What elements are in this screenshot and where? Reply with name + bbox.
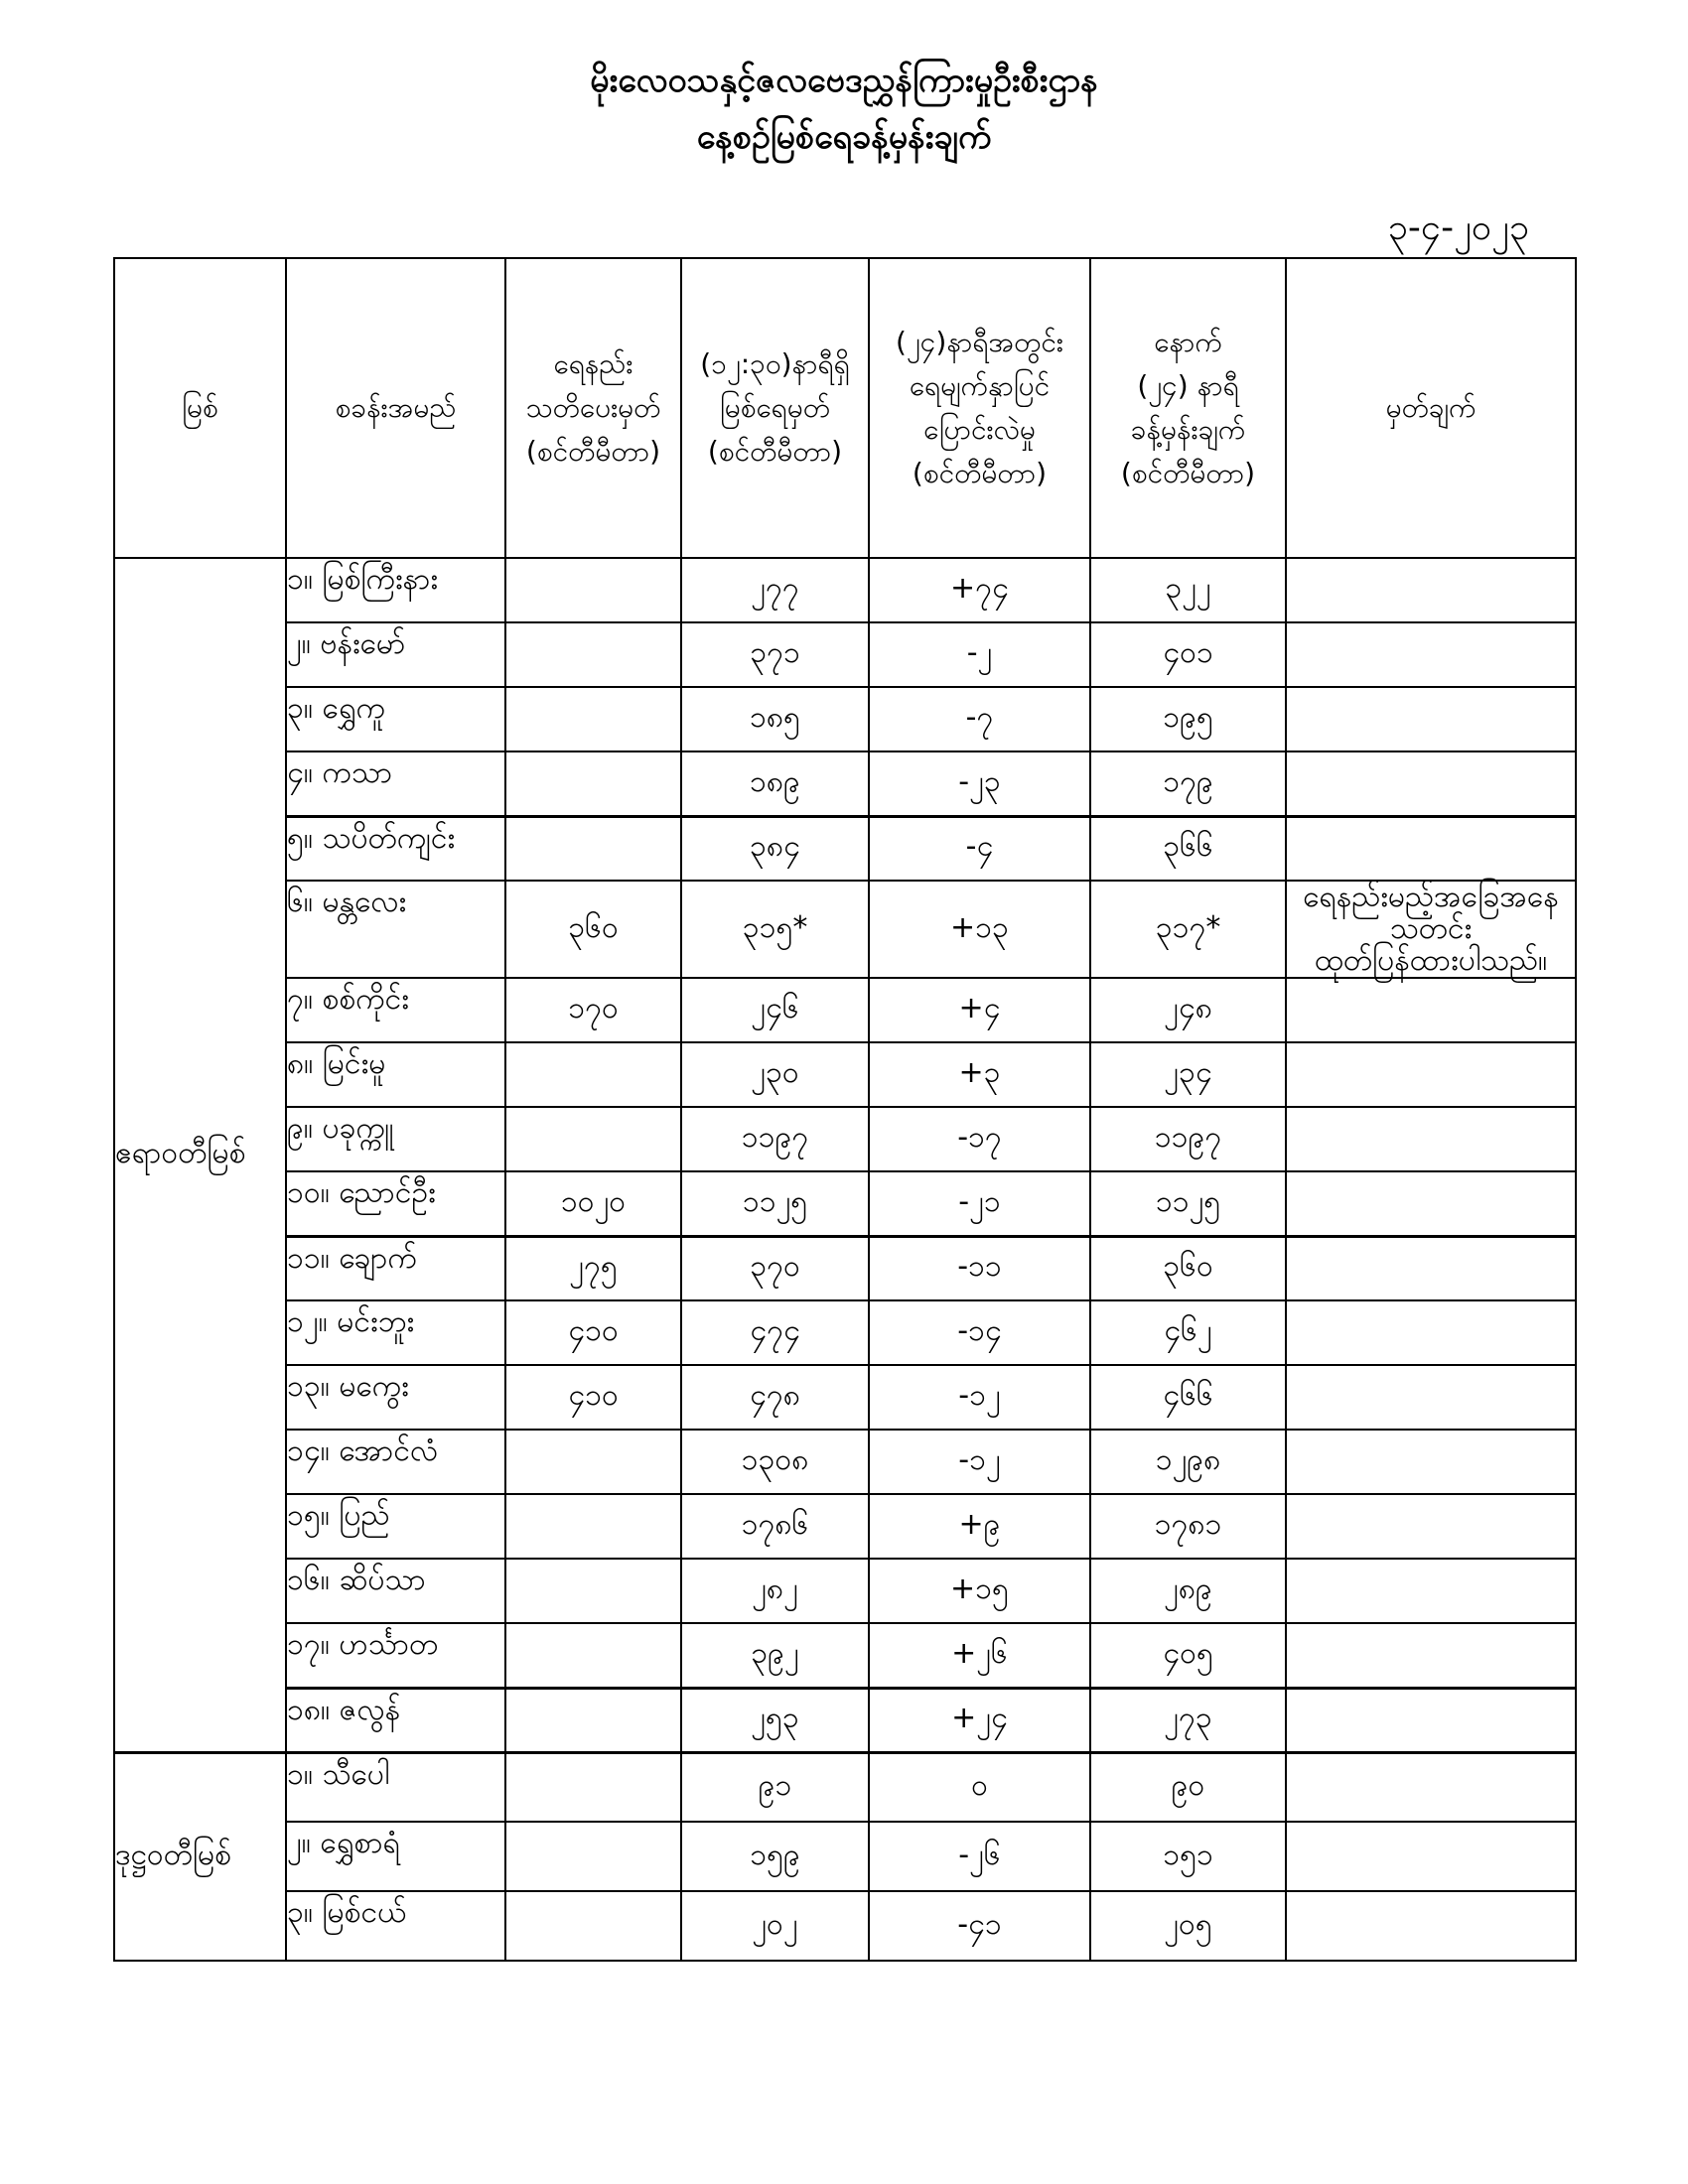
level-change: +၄ bbox=[869, 978, 1090, 1042]
forecast-level: ၄၀၁ bbox=[1090, 622, 1286, 687]
station-name: ၁၁။ ချောက် bbox=[286, 1236, 505, 1300]
forecast-level: ၄၀၅ bbox=[1090, 1623, 1286, 1688]
remark bbox=[1286, 1107, 1576, 1171]
remark bbox=[1286, 622, 1576, 687]
level-change: +၁၃ bbox=[869, 881, 1090, 978]
level-change: -၁၂ bbox=[869, 1430, 1090, 1494]
danger-level bbox=[505, 1822, 681, 1891]
water-level: ၂၄၆ bbox=[681, 978, 869, 1042]
forecast-level: ၁၂၉၈ bbox=[1090, 1430, 1286, 1494]
danger-level bbox=[505, 622, 681, 687]
forecast-level: ၉၀ bbox=[1090, 1752, 1286, 1822]
station-name: ၁၄။ အောင်လံ bbox=[286, 1430, 505, 1494]
water-level: ၁၈၉ bbox=[681, 751, 869, 816]
danger-level bbox=[505, 1107, 681, 1171]
water-level: ၃၇၁ bbox=[681, 622, 869, 687]
danger-level: ၄၁၀ bbox=[505, 1365, 681, 1430]
remark bbox=[1286, 978, 1576, 1042]
table-row bbox=[114, 558, 1576, 622]
water-level: ၃၁၅* bbox=[681, 881, 869, 978]
remark bbox=[1286, 1494, 1576, 1559]
forecast-level: ၂၀၅ bbox=[1090, 1891, 1286, 1961]
remark bbox=[1286, 1559, 1576, 1623]
level-change: ၀ bbox=[869, 1752, 1090, 1822]
col-header-forecast: နောက် (၂၄) နာရီ ခန့်မှန်းချက် (စင်တီမီတာ) bbox=[1090, 258, 1286, 558]
remark bbox=[1286, 1623, 1576, 1688]
table-row bbox=[114, 1365, 1576, 1430]
forecast-level: ၃၂၂ bbox=[1090, 558, 1286, 622]
table-row bbox=[114, 1042, 1576, 1107]
level-change: -၄ bbox=[869, 816, 1090, 881]
table-row bbox=[114, 881, 1576, 978]
danger-level bbox=[505, 816, 681, 881]
danger-level bbox=[505, 1623, 681, 1688]
table-row bbox=[114, 1236, 1576, 1300]
danger-level: ၂၇၅ bbox=[505, 1236, 681, 1300]
remark bbox=[1286, 1300, 1576, 1365]
remark bbox=[1286, 1752, 1576, 1822]
danger-level bbox=[505, 1891, 681, 1961]
remark: ရေနည်းမည့်အခြေအနေသတင်း ထုတ်ပြန်ထားပါသည်။ bbox=[1286, 881, 1576, 978]
level-change: -၇ bbox=[869, 687, 1090, 751]
col-header-danger-level: ရေနည်း သတိပေးမှတ် (စင်တီမီတာ) bbox=[505, 258, 681, 558]
table-row bbox=[114, 1171, 1576, 1236]
water-level: ၂၈၂ bbox=[681, 1559, 869, 1623]
danger-level bbox=[505, 558, 681, 622]
water-level: ၁၈၅ bbox=[681, 687, 869, 751]
page-subtitle: နေ့စဉ်မြစ်ရေခန့်မှန်းချက် bbox=[696, 117, 992, 157]
forecast-level: ၁၇၉ bbox=[1090, 751, 1286, 816]
forecast-level: ၁၇၈၁ bbox=[1090, 1494, 1286, 1559]
level-change: +၂၆ bbox=[869, 1623, 1090, 1688]
river-name-cell: ဒုဋ္ဌဝတီမြစ် bbox=[114, 1752, 286, 1961]
level-change: +၂၄ bbox=[869, 1688, 1090, 1752]
forecast-table bbox=[113, 257, 1577, 1962]
forecast-level: ၂၄၈ bbox=[1090, 978, 1286, 1042]
level-change: +၃ bbox=[869, 1042, 1090, 1107]
danger-level bbox=[505, 1042, 681, 1107]
water-level: ၁၅၉ bbox=[681, 1822, 869, 1891]
danger-level bbox=[505, 1559, 681, 1623]
station-name: ၈။ မြင်းမူ bbox=[286, 1042, 505, 1107]
danger-level bbox=[505, 1430, 681, 1494]
danger-level bbox=[505, 1494, 681, 1559]
forecast-level: ၁၁၉၇ bbox=[1090, 1107, 1286, 1171]
header-row bbox=[114, 258, 1576, 558]
station-name: ၃။ မြစ်ငယ် bbox=[286, 1891, 505, 1961]
water-level: ၁၃၀၈ bbox=[681, 1430, 869, 1494]
water-level: ၂၃၀ bbox=[681, 1042, 869, 1107]
station-name: ၉။ ပခုက္ကူ bbox=[286, 1107, 505, 1171]
water-level: ၂၀၂ bbox=[681, 1891, 869, 1961]
water-level: ၁၁၂၅ bbox=[681, 1171, 869, 1236]
remark bbox=[1286, 751, 1576, 816]
table-row bbox=[114, 1559, 1576, 1623]
remark bbox=[1286, 1430, 1576, 1494]
danger-level: ၃၆၀ bbox=[505, 881, 681, 978]
page-title: မိုးလေဝသနှင့်ဇလဗေဒညွှန်ကြားမှုဦးစီးဌာန bbox=[590, 61, 1098, 100]
level-change: -၁၇ bbox=[869, 1107, 1090, 1171]
table-row bbox=[114, 751, 1576, 816]
forecast-level: ၃၁၇* bbox=[1090, 881, 1286, 978]
level-change: -၂ bbox=[869, 622, 1090, 687]
level-change: -၂၆ bbox=[869, 1822, 1090, 1891]
danger-level bbox=[505, 751, 681, 816]
station-name: ၂။ ဗန်းမော် bbox=[286, 622, 505, 687]
remark bbox=[1286, 1236, 1576, 1300]
table-row bbox=[114, 1107, 1576, 1171]
remark bbox=[1286, 1171, 1576, 1236]
danger-level bbox=[505, 1752, 681, 1822]
danger-level: ၁၇၀ bbox=[505, 978, 681, 1042]
level-change: +၇၄ bbox=[869, 558, 1090, 622]
table-row bbox=[114, 1752, 1576, 1822]
forecast-level: ၂၇၃ bbox=[1090, 1688, 1286, 1752]
table-row bbox=[114, 622, 1576, 687]
remark bbox=[1286, 1688, 1576, 1752]
station-name: ၁၂။ မင်းဘူး bbox=[286, 1300, 505, 1365]
table-row bbox=[114, 1822, 1576, 1891]
danger-level bbox=[505, 687, 681, 751]
remark bbox=[1286, 558, 1576, 622]
forecast-level: ၃၆၀ bbox=[1090, 1236, 1286, 1300]
station-name: ၁။ မြစ်ကြီးနား bbox=[286, 558, 505, 622]
remark bbox=[1286, 816, 1576, 881]
table-row bbox=[114, 1430, 1576, 1494]
water-level: ၂၅၃ bbox=[681, 1688, 869, 1752]
table-row bbox=[114, 1623, 1576, 1688]
forecast-level: ၁၅၁ bbox=[1090, 1822, 1286, 1891]
table-row bbox=[114, 1688, 1576, 1752]
level-change: +၁၅ bbox=[869, 1559, 1090, 1623]
level-change: -၁၂ bbox=[869, 1365, 1090, 1430]
table-row bbox=[114, 1300, 1576, 1365]
forecast-level: ၁၁၂၅ bbox=[1090, 1171, 1286, 1236]
level-change: -၄၁ bbox=[869, 1891, 1090, 1961]
forecast-level: ၂၃၄ bbox=[1090, 1042, 1286, 1107]
water-level: ၁၁၉၇ bbox=[681, 1107, 869, 1171]
water-level: ၃၉၂ bbox=[681, 1623, 869, 1688]
col-header-water-level: (၁၂:၃၀)နာရီရှိ မြစ်ရေမှတ် (စင်တီမီတာ) bbox=[681, 258, 869, 558]
forecast-level: ၁၉၅ bbox=[1090, 687, 1286, 751]
water-level: ၄၇၄ bbox=[681, 1300, 869, 1365]
station-name: ၄။ ကသာ bbox=[286, 751, 505, 816]
station-name: ၁။ သီပေါ bbox=[286, 1752, 505, 1822]
level-change: -၂၁ bbox=[869, 1171, 1090, 1236]
forecast-level: ၃၆၆ bbox=[1090, 816, 1286, 881]
remark bbox=[1286, 1042, 1576, 1107]
water-level: ၃၇၀ bbox=[681, 1236, 869, 1300]
table-row bbox=[114, 1891, 1576, 1961]
river-name-cell: ဧရာဝတီမြစ် bbox=[114, 558, 286, 1752]
station-name: ၁၆။ ဆိပ်သာ bbox=[286, 1559, 505, 1623]
danger-level: ၁၀၂၀ bbox=[505, 1171, 681, 1236]
water-level: ၄၇၈ bbox=[681, 1365, 869, 1430]
station-name: ၁၇။ ဟင်္သာတ bbox=[286, 1623, 505, 1688]
station-name: ၁၃။ မကွေး bbox=[286, 1365, 505, 1430]
station-name: ၇။ စစ်ကိုင်း bbox=[286, 978, 505, 1042]
table-row bbox=[114, 1494, 1576, 1559]
col-header-station: စခန်းအမည် bbox=[286, 258, 505, 558]
danger-level bbox=[505, 1688, 681, 1752]
danger-level: ၄၁၀ bbox=[505, 1300, 681, 1365]
col-header-change: (၂၄)နာရီအတွင်း ရေမျက်နှာပြင် ပြောင်းလဲမှု (စင်တီမီတာ) bbox=[869, 258, 1090, 558]
station-name: ၁၅။ ပြည် bbox=[286, 1494, 505, 1559]
forecast-level: ၄၆၂ bbox=[1090, 1300, 1286, 1365]
station-name: ၃။ ရွှေကူ bbox=[286, 687, 505, 751]
remark bbox=[1286, 1365, 1576, 1430]
water-level: ၃၈၄ bbox=[681, 816, 869, 881]
level-change: -၁၄ bbox=[869, 1300, 1090, 1365]
remark bbox=[1286, 1822, 1576, 1891]
forecast-level: ၂၈၉ bbox=[1090, 1559, 1286, 1623]
table-row bbox=[114, 816, 1576, 881]
water-level: ၁၇၈၆ bbox=[681, 1494, 869, 1559]
col-header-river: မြစ် bbox=[114, 258, 286, 558]
table-row bbox=[114, 687, 1576, 751]
remark bbox=[1286, 1891, 1576, 1961]
water-level: ၉၁ bbox=[681, 1752, 869, 1822]
station-name: ၅။ သပိတ်ကျင်း bbox=[286, 816, 505, 881]
station-name: ၂။ ရွှေစာရံ bbox=[286, 1822, 505, 1891]
level-change: +၉ bbox=[869, 1494, 1090, 1559]
table-row bbox=[114, 978, 1576, 1042]
report-date: ၃-၄-၂၀၂၃ bbox=[1387, 207, 1529, 248]
station-name: ၁၀။ ညောင်ဦး bbox=[286, 1171, 505, 1236]
col-header-remark: မှတ်ချက် bbox=[1286, 258, 1576, 558]
level-change: -၂၃ bbox=[869, 751, 1090, 816]
remark bbox=[1286, 687, 1576, 751]
level-change: -၁၁ bbox=[869, 1236, 1090, 1300]
water-level: ၂၇၇ bbox=[681, 558, 869, 622]
forecast-level: ၄၆၆ bbox=[1090, 1365, 1286, 1430]
station-name: ၆။ မန္တလေး bbox=[286, 881, 505, 978]
station-name: ၁၈။ ဇလွန် bbox=[286, 1688, 505, 1752]
